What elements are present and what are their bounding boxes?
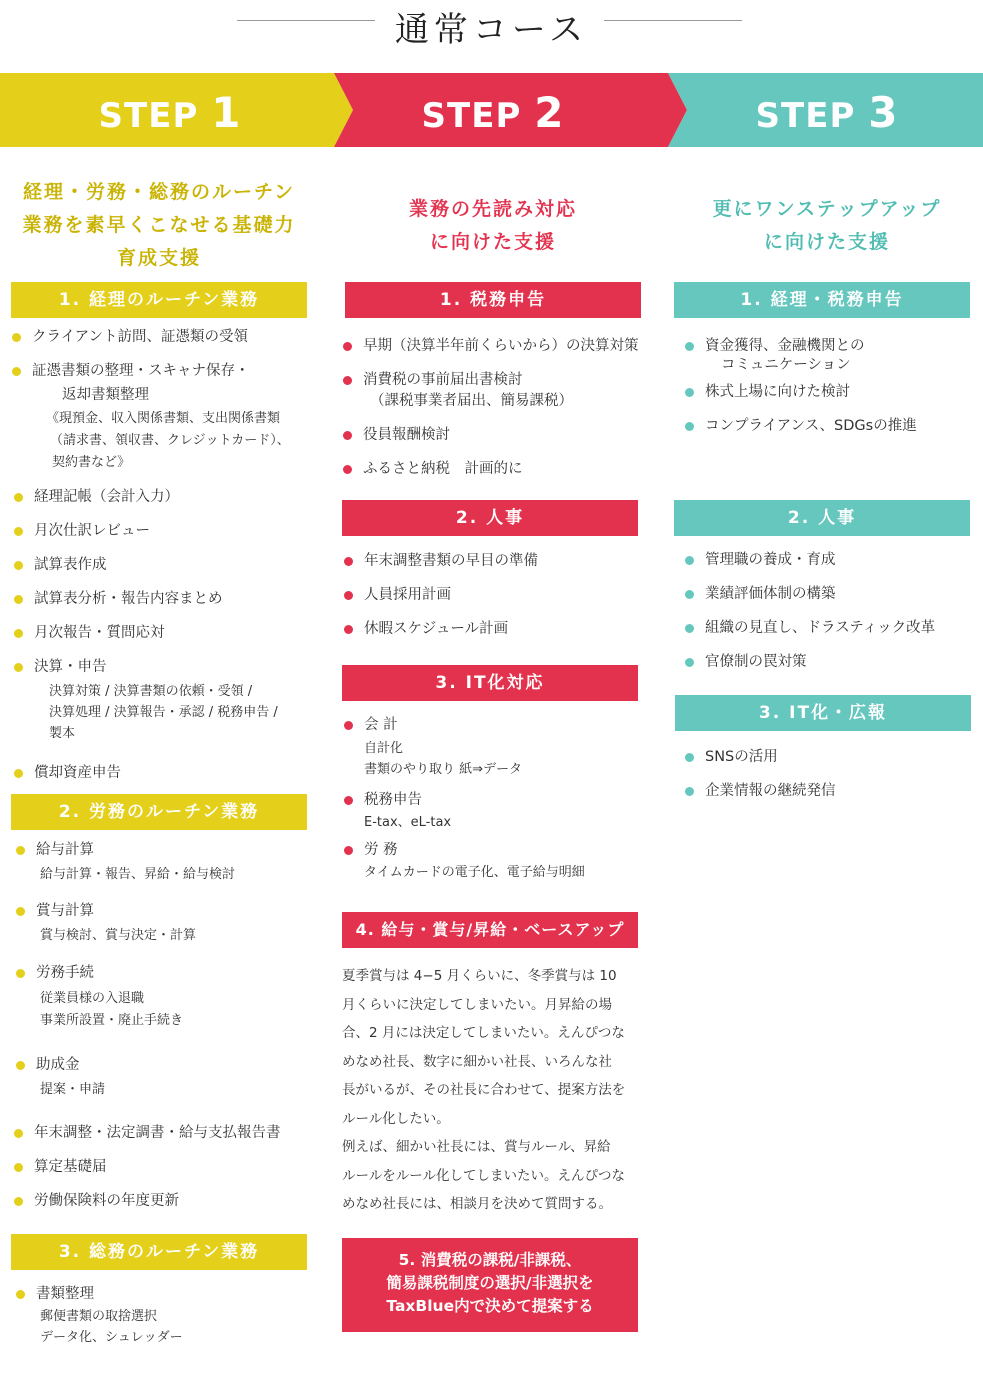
col3-sec1-title: 1. 経理・税務申告 [674,282,970,318]
list-item-sub: （請求書、領収書、クレジットカード）、 [50,433,290,448]
step1-intro: 経理・労務・総務のルーチン 業務を素早くこなせる基礎力 育成支援 [22,181,296,269]
list-item: 業績評価体制の構築 [683,584,836,604]
list-item: 消費税の事前届出書検討 [341,370,523,390]
list-item: 賞与計算 [14,901,94,921]
list-item-sub: （課税事業者届出、簡易課税） [370,393,573,409]
list-item: SNSの活用 [683,747,778,767]
list-item-sub: 製本 [49,726,76,741]
list-item: 労働保険料の年度更新 [12,1191,179,1211]
list-item: 役員報酬検討 [341,425,450,445]
list-item: 償却資産申告 [12,763,121,783]
list-item: 試算表作成 [12,555,107,575]
col2-sec5-box: 5. 消費税の課税/非課税、 簡易課税制度の選択/非選択を TaxBlue内で決めて提案する [342,1238,638,1332]
list-item: ふるさと納税 計画的に [341,459,523,479]
list-item-sub: 郵便書類の取捨選択 [40,1309,158,1324]
col2-sec4-body: 夏季賞与は 4−5 月くらいに、冬季賞与は 10 月くらいに決定してしまいたい。月昇給の場 合、2 月には決定してしまいたい。えんぴつな めなめ社長、数字に細かい社長、いろんな社 長がいるが、その社長に合わせて、提案方法を ルール化したい。 例えば、細かい社長には、賞与ルール、昇給 ルールをルール化してしまいたい。えんぴつな めなめ社長には、相談月を決めて質問する。 [342,968,626,1212]
list-item: 書類整理 [14,1284,94,1304]
col1-sec3-title: 3. 総務のルーチン業務 [11,1234,307,1270]
list-item-sub: 給与計算・報告、昇給・給与検討 [40,867,236,882]
list-item: 官僚制の罠対策 [683,652,807,672]
list-item: 労 務 [342,840,398,860]
step2-label: STEP 2 [421,88,565,137]
list-item-sub: 事業所設置・廃止手続き [40,1013,184,1028]
list-item: 会 計 [342,715,398,735]
list-item-sub: 契約書など》 [52,455,131,470]
list-item: 月次報告・質問応対 [12,623,165,643]
list-item-sub: 従業員様の入退職 [40,991,145,1006]
list-item-sub: 決算対策 / 決算書類の依頼・受領 / [49,684,253,699]
list-item: 組織の見直し、ドラスティック改革 [683,618,935,638]
list-item-sub: 自計化 [364,741,404,756]
col1-sec2-title: 2. 労務のルーチン業務 [11,794,307,830]
list-item: 管理職の養成・育成 [683,550,836,570]
list-item-sub: E-tax、eL-tax [364,815,452,830]
list-item: 年末調整書類の早目の準備 [342,551,538,571]
list-item: 証憑書類の整理・スキャナ保存・ [10,361,250,381]
col3-sec2-title: 2. 人事 [674,500,970,536]
list-item: 算定基礎届 [12,1157,107,1177]
list-item: 助成金 [14,1055,80,1075]
step3-label: STEP 3 [755,88,899,137]
list-item: 決算・申告 [12,657,107,677]
list-item-sub: タイムカードの電子化、電子給与明細 [364,865,585,880]
col3-sec3-title: 3. IT化・広報 [675,695,971,731]
list-item-sub: 賞与検討、賞与決定・計算 [40,928,197,943]
list-item-sub: 決算処理 / 決算報告・承認 / 税務申告 / [49,705,278,720]
list-item: 株式上場に向けた検討 [683,382,850,402]
col2-sec2-title: 2. 人事 [342,500,638,536]
list-item: 労務手続 [14,963,94,983]
list-item: 企業情報の継続発信 [683,781,836,801]
list-item: 経理記帳（会計入力） [12,487,179,507]
list-item: 休暇スケジュール計画 [342,619,508,639]
list-item-sub: 書類のやり取り 紙⇒データ [364,762,523,777]
col2-sec3-title: 3. IT化対応 [342,665,638,701]
list-item: 資金獲得、金融機関との [683,336,865,356]
list-item: 人員採用計画 [342,585,451,605]
list-item: 月次仕訳レビュー [12,521,150,541]
list-item-cont: コミュニケーション [721,357,851,373]
step1-label: STEP 1 [98,88,242,137]
list-item: 年末調整・法定調書・給与支払報告書 [12,1123,281,1143]
list-item-sub: データ化、シュレッダー [40,1330,183,1345]
list-item-sub: 提案・申請 [40,1082,106,1097]
list-item: クライアント訪問、証憑類の受領 [10,327,248,347]
list-item-cont: 返却書類整理 [62,387,149,403]
list-item: 試算表分析・報告内容まとめ [12,589,223,609]
col1-sec1-title: 1. 経理のルーチン業務 [11,282,307,318]
list-item: コンプライアンス、SDGsの推進 [683,416,917,436]
list-item: 税務申告 [342,790,422,810]
list-item: 給与計算 [14,840,94,860]
step3-intro: 更にワンステップアップ に向けた支援 [712,198,942,253]
col2-sec1-title: 1. 税務申告 [345,282,641,318]
list-item-sub: 《現預金、収入関係書類、支出関係書類 [46,411,281,426]
col2-sec4-title: 4. 給与・賞与/昇給・ベースアップ [342,912,638,948]
page-title: 通常コース [394,10,589,50]
step2-intro: 業務の先読み対応 に向けた支援 [408,198,577,253]
list-item: 早期（決算半年前くらいから）の決算対策 [341,336,639,356]
